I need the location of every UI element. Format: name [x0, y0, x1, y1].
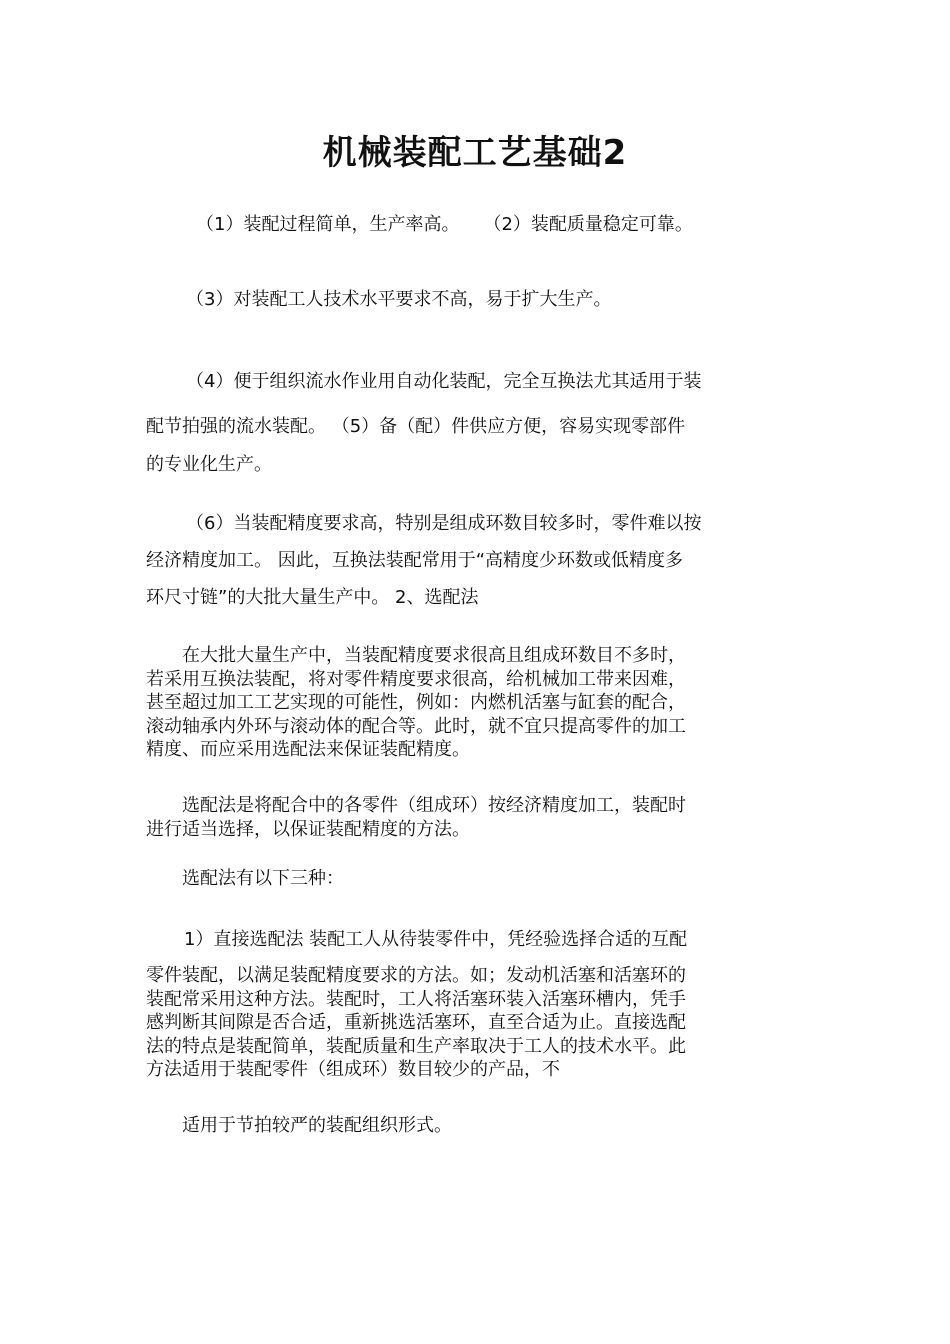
paragraph-9-line-3: 感判断其间隙是否合适，重新挑选活塞环，直至合适为止。直接选配	[146, 1012, 686, 1033]
paragraph-1	[196, 212, 693, 238]
paragraph-7	[182, 867, 344, 891]
paragraph-1-segment-1: （1）装配过程简单，生产率高。	[196, 214, 460, 235]
paragraph-10	[182, 1114, 452, 1138]
paragraph-4-line-3: 环尺寸链”的大批大量生产中。 2、选配法	[146, 587, 479, 608]
paragraph-6	[146, 794, 686, 841]
document-title: 机械装配工艺基础2	[322, 133, 628, 173]
paragraph-6-line-2: 进行适当选择，以保证装配精度的方法。	[146, 818, 470, 840]
paragraph-5-line-4: 滚动轴承内外环与滚动体的配合等。此时，就不宜只提高零件的加工	[146, 715, 686, 737]
paragraph-3	[146, 358, 701, 482]
paragraph-6-line-1: 选配法是将配合中的各零件（组成环）按经济精度加工，装配时	[182, 795, 686, 816]
paragraph-4-line-2: 经济精度加工。 因此，互换法装配常用于“高精度少环数或低精度多	[146, 550, 684, 571]
paragraph-3-line-1: （4）便于组织流水作业用自动化装配，完全互换法尤其适用于装	[186, 371, 702, 392]
paragraph-9	[146, 964, 686, 1082]
paragraph-5-line-2: 若采用互换法装配，将对零件精度要求很高，给机械加工带来因难，	[146, 668, 686, 690]
paragraph-4	[146, 505, 701, 616]
paragraph-5-line-3: 甚至超过加工工艺实现的可能性，例如：内燃机活塞与缸套的配合，	[146, 692, 686, 713]
paragraph-5-line-5: 精度、而应采用选配法来保证装配精度。	[146, 739, 470, 760]
paragraph-4-line-1: （6）当装配精度要求高，特别是组成环数目较多时，零件难以按	[186, 513, 702, 534]
paragraph-1-segment-2: （2）装配质量稳定可靠。	[483, 214, 693, 235]
paragraph-8-line-1: 1）直接选配法 装配工人从待装零件中，凭经验选择合适的互配	[184, 929, 688, 950]
paragraph-10-line-1: 适用于节拍较严的装配组织形式。	[182, 1115, 452, 1136]
paragraph-9-line-2: 装配常采用这种方法。装配时，工人将活塞环装入活塞环槽内，凭手	[146, 988, 686, 1010]
paragraph-8	[184, 927, 687, 953]
paragraph-9-line-1: 零件装配，以满足装配精度要求的方法。如；发动机活塞和活塞环的	[146, 965, 686, 986]
paragraph-5-line-1: 在大批大量生产中，当装配精度要求很高且组成环数目不多时，	[182, 645, 686, 666]
paragraph-7-line-1: 选配法有以下三种：	[182, 868, 344, 889]
paragraph-9-line-5: 方法适用于装配零件（组成环）数目较少的产品，不	[146, 1059, 560, 1080]
paragraph-5	[146, 644, 686, 762]
paragraph-3-line-3: 的专业化生产。	[146, 454, 272, 475]
paragraph-2-line-1: （3）对装配工人技术水平要求不高，易于扩大生产。	[186, 289, 612, 310]
paragraph-3-line-2: 配节拍强的流水装配。 （5）备（配）件供应方便，容易实现零部件	[146, 416, 686, 437]
paragraph-2	[186, 287, 611, 313]
paragraph-9-line-4: 法的特点是装配简单，装配质量和生产率取决于工人的技术水平。此	[146, 1035, 686, 1057]
